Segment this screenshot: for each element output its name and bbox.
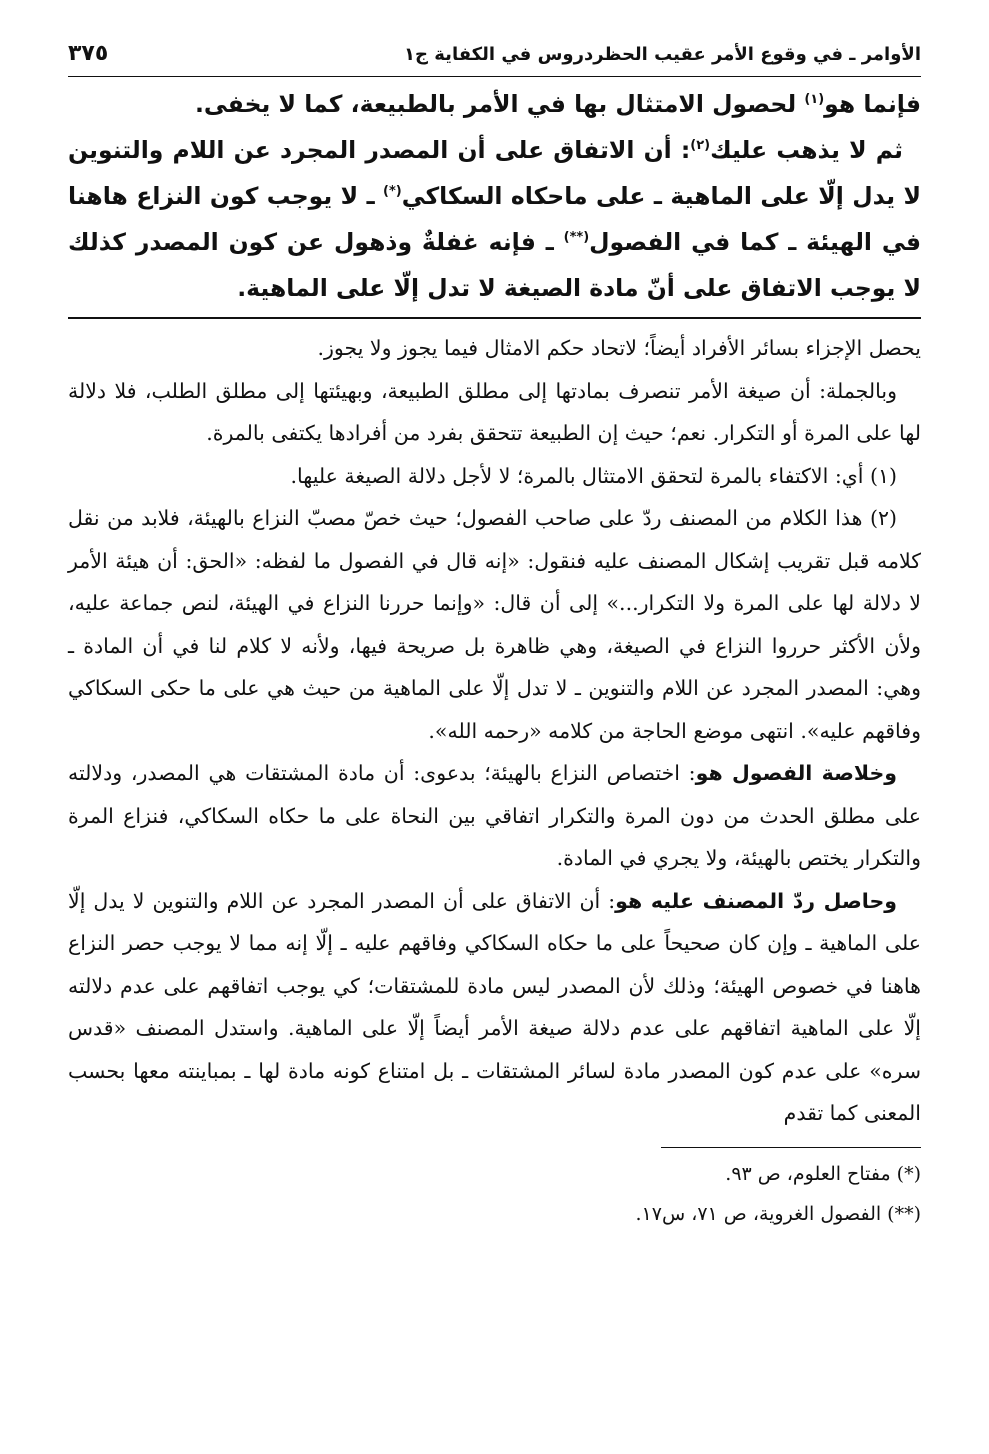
commentary-paragraph-2: وبالجملة: أن صيغة الأمر تنصرف بمادتها إلى مطلق الطبيعة، وبهيئتها إلى مطلق الطلب، فلا دلالة لها على المرة أو التكرار. نعم؛ حيث إن الطبيعة تتحقق بفرد من أفرادها يكتفى بالمرة. xyxy=(68,378,921,445)
footnote-double-star: (**) الفصول الغروية، ص ٧١، س١٧. xyxy=(635,1202,921,1225)
main-text-rule xyxy=(68,317,921,319)
running-title: الأوامر ـ في وقوع الأمر عقيب الحظردروس في الكفاية ج١ xyxy=(404,44,921,65)
footnote-star: (*) مفتاح العلوم، ص ٩٣. xyxy=(725,1162,921,1185)
main-text xyxy=(68,81,921,311)
footnote-rule xyxy=(661,1147,921,1148)
summary-label: وخلاصة الفصول هو xyxy=(695,761,897,785)
main-p2-part-b: : أن الاتفاق على أن المصدر المجرد عن اللام والتنوين لا يدل إلّا على الماهية ـ على ماحكاه السكاكي xyxy=(68,136,921,210)
commentary-note-2: (٢) هذا الكلام من المصنف ردّ على صاحب الفصول؛ حيث خصّ مصبّ النزاع بالهيئة، فلابد من نقل كلامه قبل تقريب إشكال المصنف عليه فنقول: «إنه قال في الفصول ما لفظه: «الحق: أن هيئة الأمر لا دلالة لها على المرة ولا التكرار...» إلى أن قال: «وإنما حررنا النزاع في الهيئة، لنص جماعة عليه، ولأن الأكثر حرروا النزاع في الصيغة، وهي ظاهرة بل صريحة فيها، ولأنه لا كلام لنا في أن المادة ـ وهي: المصدر المجرد عن اللام والتنوين ـ لا تدل إلّا على الماهية من حيث هي على ما حكى السكاكي وفاقهم عليه». انتهى موضع الحاجة من كلامه «رحمه الله». xyxy=(68,506,921,743)
commentary-summary xyxy=(68,752,921,880)
commentary-note-1: (١) أي: الاكتفاء بالمرة لتحقق الامتثال بالمرة؛ لا لأجل دلالة الصيغة عليها. xyxy=(290,463,897,488)
summary-text: : اختصاص النزاع بالهيئة؛ بدعوى: أن مادة المشتقات هي المصدر، ودلالته على مطلق الحدث من دون المرة والتكرار اتفاقي بين النحاة على ما حكاه السكاكي، فنزاع المرة والتكرار يختص بالهيئة، ولا يجري في المادة. xyxy=(68,761,921,870)
reply-label: وحاصل ردّ المصنف عليه هو xyxy=(615,888,897,913)
page-header xyxy=(68,32,921,76)
main-paragraph-1 xyxy=(68,81,921,127)
commentary xyxy=(68,327,921,1135)
main-p2-start: ثم لا يذهب عليك xyxy=(710,136,903,164)
reply-text: : أن الاتفاق على أن المصدر المجرد عن اللام والتنوين لا يدل إلّا على الماهية ـ وإن كان صحيحاً على ما حكاه السكاكي وفاقهم عليه ـ إلّا إنه مما لا يوجب حصر النزاع هاهنا في خصوص الهيئة؛ وذلك لأن المصدر ليس مادة للمشتقات؛ كي يوجب اتفاقهم على عدم دلالته إلّا على الماهية اتفاقهم على عدم دلالة صيغة الأمر أيضاً إلّا على الماهية. واستدل المصنف «قدس سره» على عدم كون المصدر مادة لسائر المشتقات ـ بل امتناع كونه مادة لها ـ بمباينته معها بحسب المعنى كما تقدم xyxy=(68,888,921,1125)
main-p2-part-d: ـ فإنه غفلةٌ وذهول عن كون المصدر كذلك لا يوجب الاتفاق على أنّ مادة الصيغة لا تدل إلّا على الماهية. xyxy=(68,228,921,302)
main-p1-end: لحصول الامتثال بها في الأمر بالطبيعة، كما لا يخفى. xyxy=(194,90,805,118)
commentary-paragraph-1: يحصل الإجزاء بسائر الأفراد أيضاً؛ لاتحاد حكم الامثال فيما يجوز ولا يجوز. xyxy=(317,336,921,360)
main-paragraph-2 xyxy=(68,127,921,311)
footnote-ref-1: (١) xyxy=(804,92,825,108)
footnotes xyxy=(68,1154,921,1234)
commentary-reply xyxy=(68,880,921,1135)
main-p1-start: فإنما هو xyxy=(824,90,921,118)
footnote-ref-double-star: (**) xyxy=(563,230,590,246)
page-number: ٣٧٥ xyxy=(68,41,109,66)
main-p2-part-c: ـ لا يوجب كون النزاع هاهنا في الهيئة ـ كما في الفصول xyxy=(68,182,921,256)
footnote-ref-star: (*) xyxy=(383,184,402,200)
footnote-ref-2: (٢) xyxy=(690,138,711,154)
